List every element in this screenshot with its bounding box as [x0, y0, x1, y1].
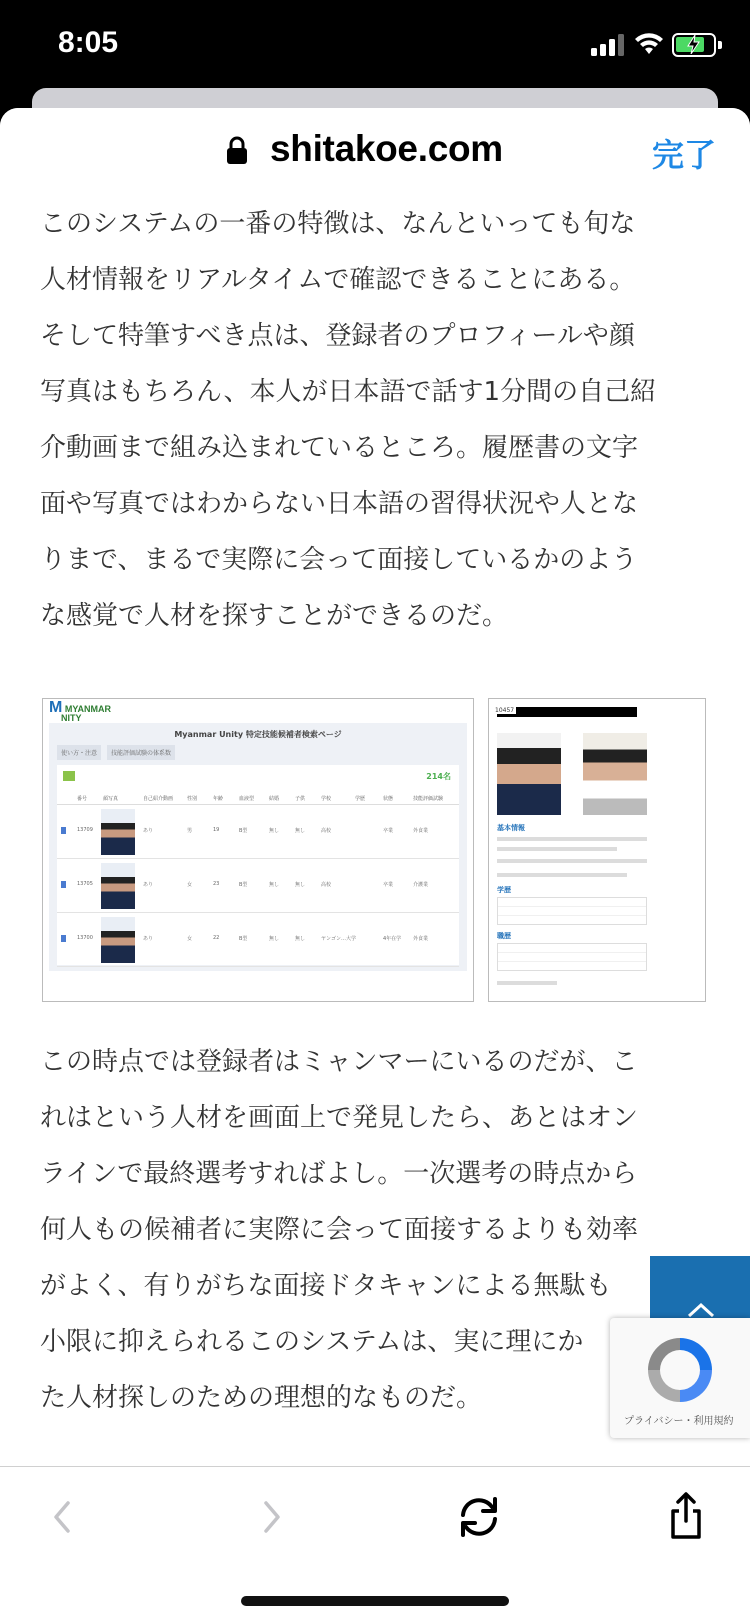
search-tab: 使い方・注意: [57, 745, 101, 760]
status-bar: [0, 0, 750, 90]
paragraph-line: りまで、まるで実際に会って面接しているかのよう: [40, 545, 638, 575]
paragraph-line: 小限に抑えられるこのシステムは、実に理にか: [40, 1327, 584, 1357]
battery-charging-icon: [672, 33, 716, 57]
paragraph-line: 介動画まで組み込まれているところ。履歴書の文字: [40, 433, 639, 463]
paragraph-line: な感覚で人材を探すことができるのだ。: [40, 601, 509, 631]
paragraph-line: 何人もの候補者に実際に会って面接するよりも効率: [40, 1215, 639, 1245]
status-time: 8:05: [58, 26, 119, 59]
chevron-up-icon: [687, 1302, 715, 1318]
paragraph-line: ラインで最終選考すればよし。一次選考の時点から: [40, 1159, 638, 1189]
profile-text-line: [497, 873, 627, 877]
paragraph-line: このシステムの一番の特徴は、なんといっても旬な: [40, 209, 636, 239]
profile-text-line: [497, 859, 647, 863]
recaptcha-privacy-terms[interactable]: プライバシー・利用規約: [624, 1416, 734, 1427]
redacted-bar: [497, 707, 637, 717]
paragraph-line: 人材情報をリアルタイムで確認できることにある。: [40, 265, 636, 295]
myanmar-unity-logo: M MYANMAR NITY: [49, 699, 112, 723]
document-icon: [61, 935, 66, 942]
profile-text-line: [497, 837, 647, 841]
search-page-tabs: [57, 745, 179, 760]
paragraph-line: この時点では登録者はミャンマーにいるのだが、こ: [40, 1047, 638, 1077]
table-row: 13700 あり 女 22 B型 無し 無し ヤンゴン…大学 4年在学 外食業: [57, 913, 459, 967]
paragraph-line: そして特筆すべき点は、登録者のプロフィールや顔: [40, 321, 635, 351]
lock-icon: [226, 136, 248, 164]
table-header: 番号 顔写真 自己紹介動画 性別 年齢 血液型 結婚 子供 学校 学歴 状態 技能評価試験: [57, 791, 459, 805]
paragraph-line: 面や写真ではわからない日本語の習得状況や人とな: [40, 489, 639, 519]
profile-text-line: [497, 847, 617, 851]
filter-icon: [63, 771, 75, 781]
share-icon[interactable]: [658, 1489, 714, 1545]
search-page-title: Myanmar Unity 特定技能候補者検索ページ: [174, 730, 342, 739]
article-paragraph-1: [40, 196, 710, 644]
profile-id: 10457: [495, 707, 515, 714]
reload-icon[interactable]: [451, 1489, 507, 1545]
profile-section-title: 職歴: [497, 932, 511, 940]
nav-bar: [0, 108, 750, 204]
document-icon: [61, 827, 66, 834]
back-icon[interactable]: [34, 1489, 90, 1545]
paragraph-line: た人材探しのための理想的なものだ。: [40, 1383, 483, 1413]
wifi-icon: [634, 30, 664, 56]
table-row: 13705 あり 女 23 B型 無し 無し 高校 卒業 介護業: [57, 859, 459, 913]
home-indicator[interactable]: [241, 1596, 509, 1606]
candidate-photo: [101, 863, 135, 909]
paragraph-line: 写真はもちろん、本人が日本語で話す1分間の自己紹: [40, 377, 657, 407]
profile-photo: [497, 733, 561, 815]
search-results-panel: [57, 765, 459, 965]
intro-video-thumbnail: [583, 733, 647, 815]
page-domain: shitakoe.com: [270, 128, 503, 169]
paragraph-line: がよく、有りがちな面接ドタキャンによる無駄も: [40, 1271, 612, 1301]
candidate-photo: [101, 809, 135, 855]
profile-table: [497, 897, 647, 925]
search-page-body: [49, 723, 467, 971]
recaptcha-icon: [642, 1332, 718, 1408]
profile-section-title: 基本情報: [497, 824, 525, 832]
table-row: 13709 あり 男 19 B型 無し 無し 高校 卒業 外食業: [57, 805, 459, 859]
paragraph-line: れはという人材を画面上で発見したら、あとはオン: [40, 1103, 639, 1133]
profile-section-title: 学歴: [497, 886, 511, 894]
cellular-signal-icon: [591, 34, 625, 56]
candidate-photo: [101, 917, 135, 963]
recaptcha-badge[interactable]: [610, 1318, 750, 1438]
done-button[interactable]: 完了: [652, 136, 717, 174]
search-tab: 技能評価試験の体系数: [107, 745, 175, 760]
profile-text-line: [497, 981, 557, 985]
result-count: 214名: [426, 772, 451, 781]
profile-page-screenshot[interactable]: [488, 698, 706, 1002]
search-page-screenshot[interactable]: [42, 698, 474, 1002]
profile-table: [497, 943, 647, 971]
document-icon: [61, 881, 66, 888]
forward-icon[interactable]: [244, 1489, 300, 1545]
